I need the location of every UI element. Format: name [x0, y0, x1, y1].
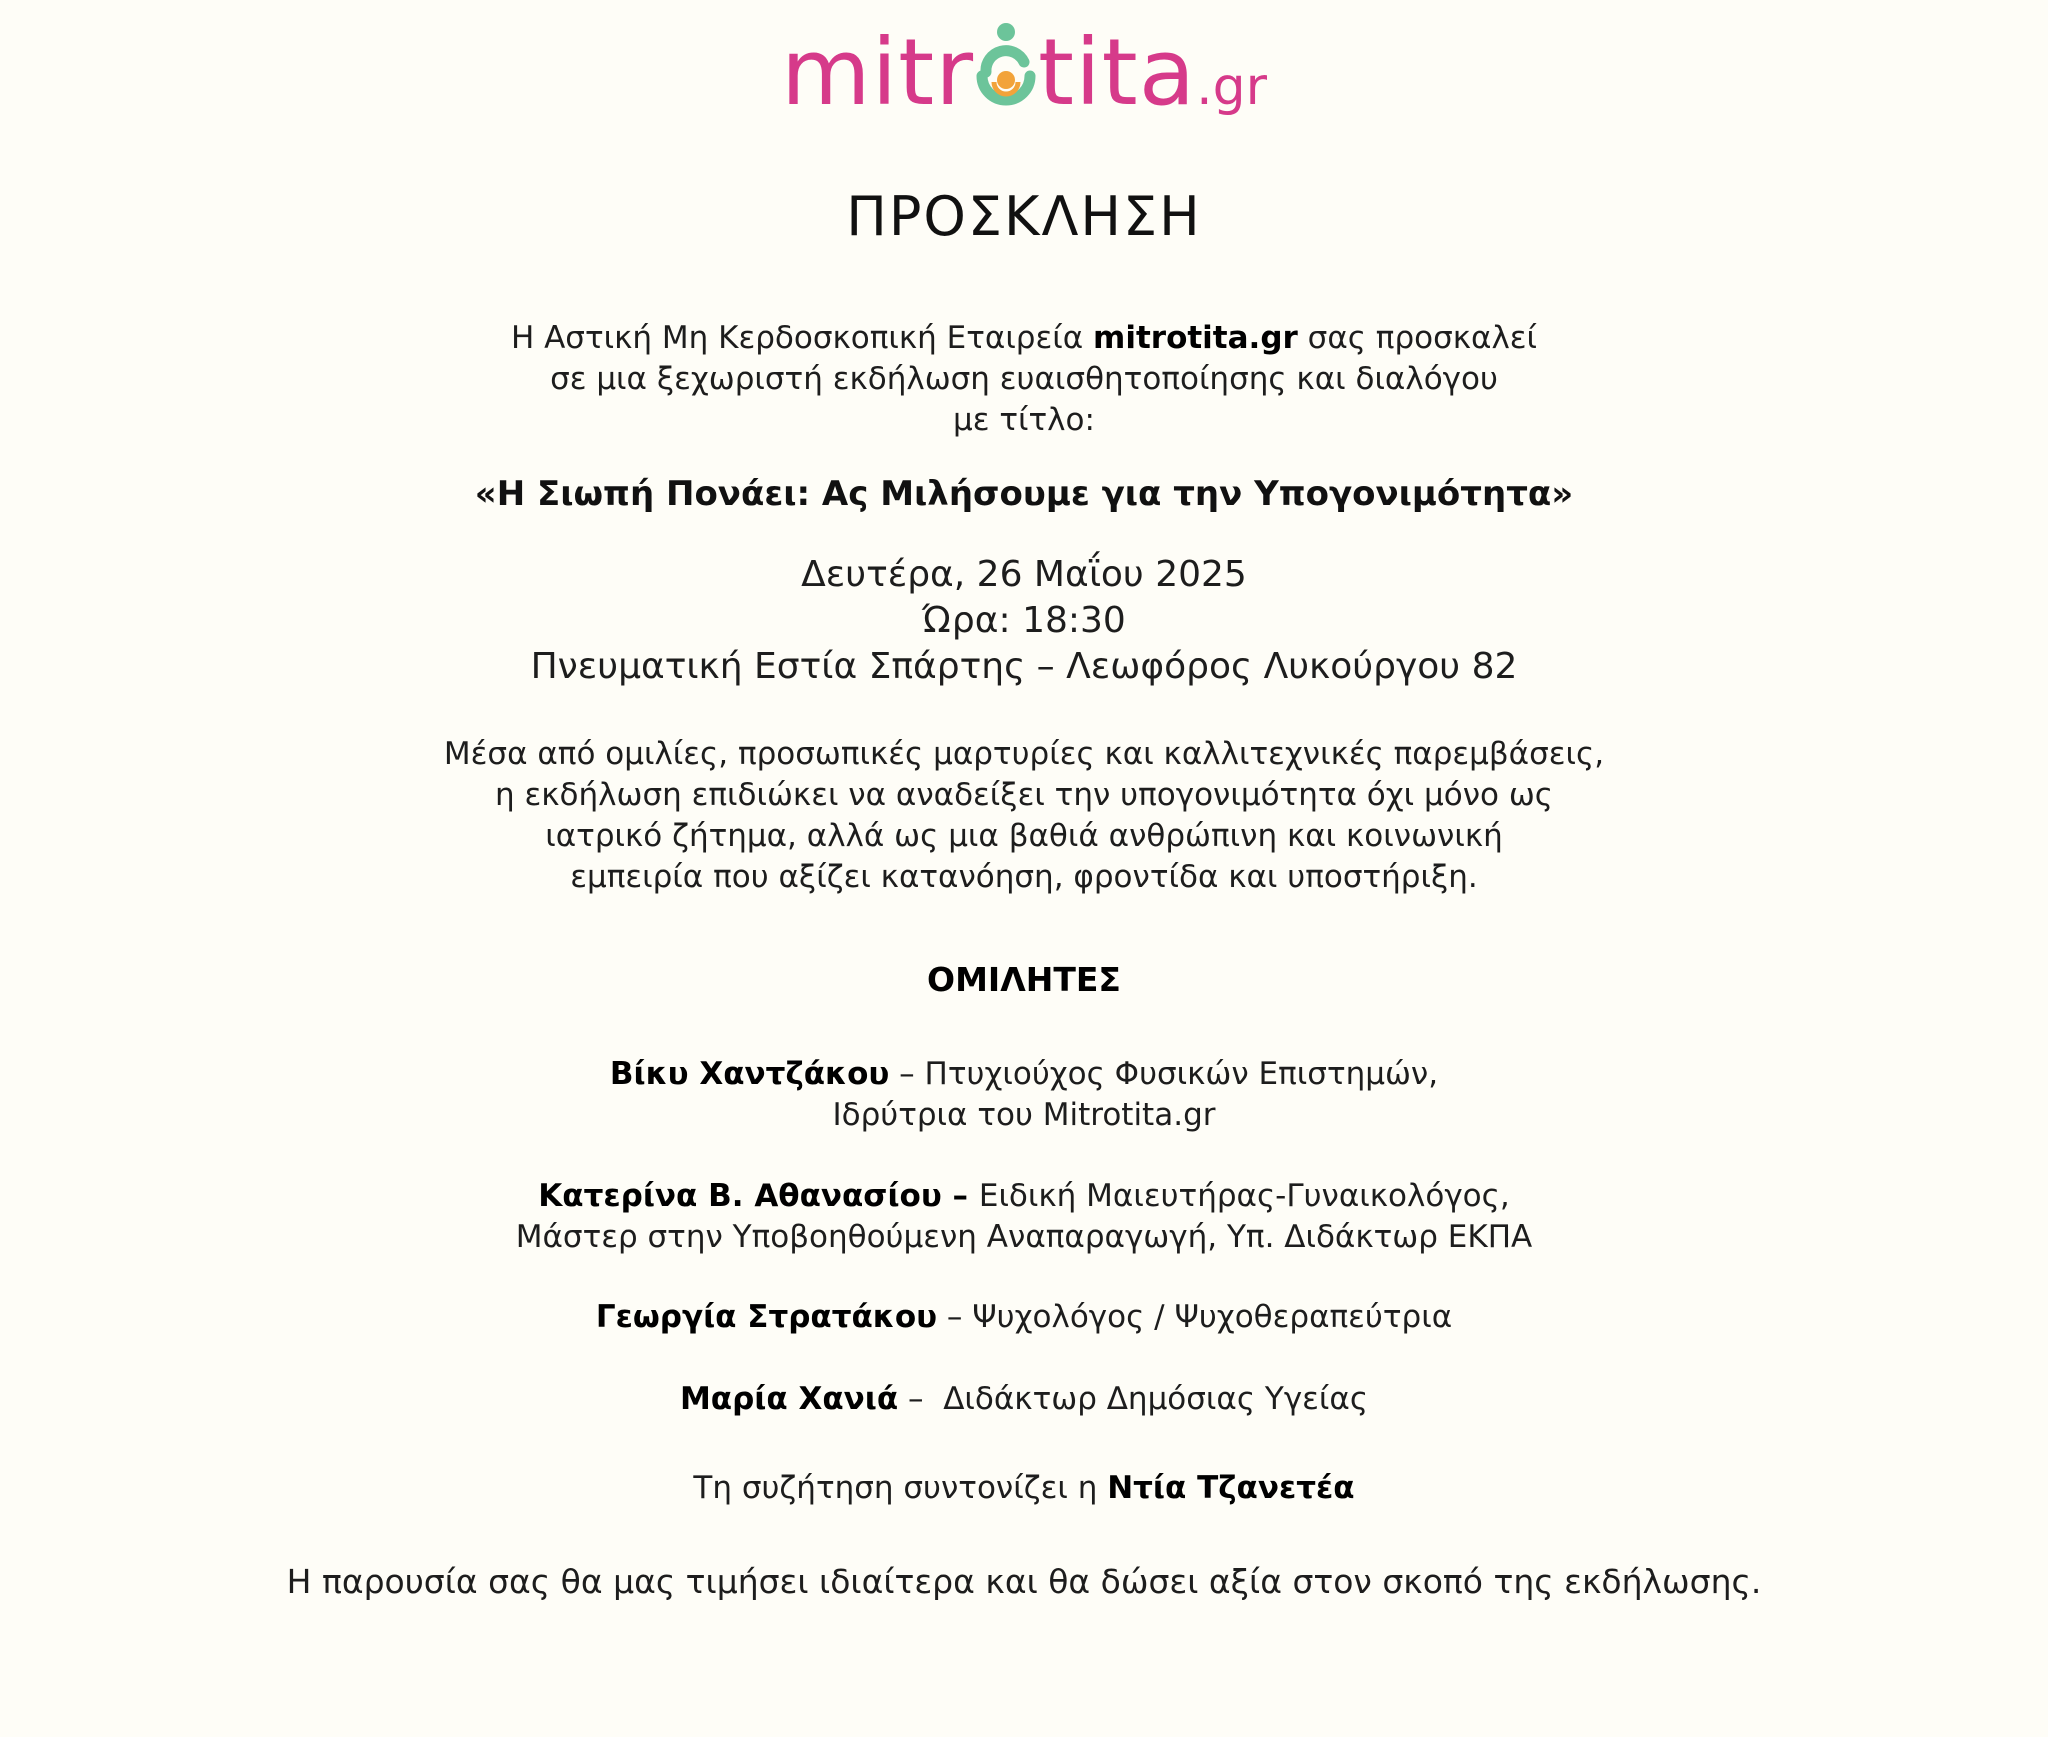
speaker-name: Βίκυ Χαντζάκου	[609, 1056, 890, 1092]
speaker-role: Διδάκτωρ Δημόσιας Υγείας	[943, 1381, 1369, 1417]
event-details	[0, 552, 2048, 690]
intro-line-2: σε μια ξεχωριστή εκδήλωση ευαισθητοποίησης και διαλόγου	[550, 361, 1498, 397]
intro-line-3: με τίτλο:	[953, 402, 1095, 438]
speaker-entry	[0, 1297, 2048, 1338]
description-line: Μέσα από ομιλίες, προσωπικές μαρτυρίες και καλλιτεχνικές παρεμβάσεις,	[443, 736, 1605, 772]
logo-mother-child-icon	[974, 18, 1038, 110]
intro-line-1	[0, 318, 2048, 359]
speaker-separator: –	[898, 1381, 944, 1417]
event-time: Ώρα: 18:30	[922, 600, 1126, 641]
speaker-entry	[0, 1379, 2048, 1420]
speaker-separator: –	[889, 1056, 925, 1092]
intro-text: Η Αστική Μη Κερδοσκοπική Εταιρεία	[510, 320, 1094, 356]
moderator-text: Τη συζήτηση συντονίζει η	[693, 1470, 1108, 1506]
speaker-role: Πτυχιούχος Φυσικών Επιστημών,	[924, 1056, 1439, 1092]
mitrotita-logo	[0, 18, 2048, 128]
speaker-separator: –	[941, 1178, 979, 1214]
organization-name: mitrotita.gr	[1093, 320, 1298, 356]
event-date: Δευτέρα, 26 Μαΐου 2025	[801, 554, 1247, 595]
speaker-role-line-2: Μάστερ στην Υποβοηθούμενη Αναπαραγωγή, Υπ. Διδάκτωρ ΕΚΠΑ	[515, 1219, 1533, 1255]
speaker-role: Ψυχολόγος / Ψυχοθεραπεύτρια	[972, 1299, 1453, 1335]
page-title: ΠΡΟΣΚΛΗΣΗ	[846, 185, 1202, 248]
event-description	[0, 734, 2048, 898]
logo-text-start: mitr	[780, 19, 975, 126]
description-line: εμπειρία που αξίζει κατανόηση, φροντίδα και υποστήριξη.	[570, 859, 1478, 895]
event-venue: Πνευματική Εστία Σπάρτης – Λεωφόρος Λυκούργου 82	[530, 646, 1518, 687]
event-title: «Η Σιωπή Πονάει: Ας Μιλήσουμε για την Υπογονιμότητα»	[474, 474, 1574, 514]
speaker-entry	[0, 1176, 2048, 1258]
logo-dot: .	[1196, 57, 1213, 117]
speaker-name: Μαρία Χανιά	[679, 1381, 899, 1417]
moderator-name: Ντία Τζανετέα	[1107, 1470, 1355, 1506]
description-line: ιατρικό ζήτημα, αλλά ως μια βαθιά ανθρώπινη και κοινωνική	[545, 818, 1503, 854]
logo-tld: gr	[1212, 57, 1268, 117]
logo-wordmark	[781, 19, 1196, 126]
moderator-line	[0, 1470, 2048, 1506]
intro-text-end: σας προσκαλεί	[1297, 320, 1538, 356]
intro-paragraph	[0, 318, 2048, 441]
speaker-separator: –	[937, 1299, 973, 1335]
speakers-heading: ΟΜΙΛΗΤΕΣ	[927, 960, 1121, 999]
speaker-name: Κατερίνα Β. Αθανασίου	[538, 1178, 942, 1214]
closing-line: Η παρουσία σας θα μας τιμήσει ιδιαίτερα και θα δώσει αξία στον σκοπό της εκδήλωσης.	[286, 1562, 1762, 1601]
speaker-role: Ειδική Μαιευτήρας-Γυναικολόγος,	[978, 1178, 1510, 1214]
speaker-entry	[0, 1054, 2048, 1136]
logo-text-end: tita	[1038, 19, 1197, 126]
description-line: η εκδήλωση επιδιώκει να αναδείξει την υπογονιμότητα όχι μόνο ως	[495, 777, 1553, 813]
speaker-role-line-2: Ιδρύτρια του Mitrotita.gr	[832, 1097, 1216, 1133]
speaker-name: Γεωργία Στρατάκου	[595, 1299, 938, 1335]
